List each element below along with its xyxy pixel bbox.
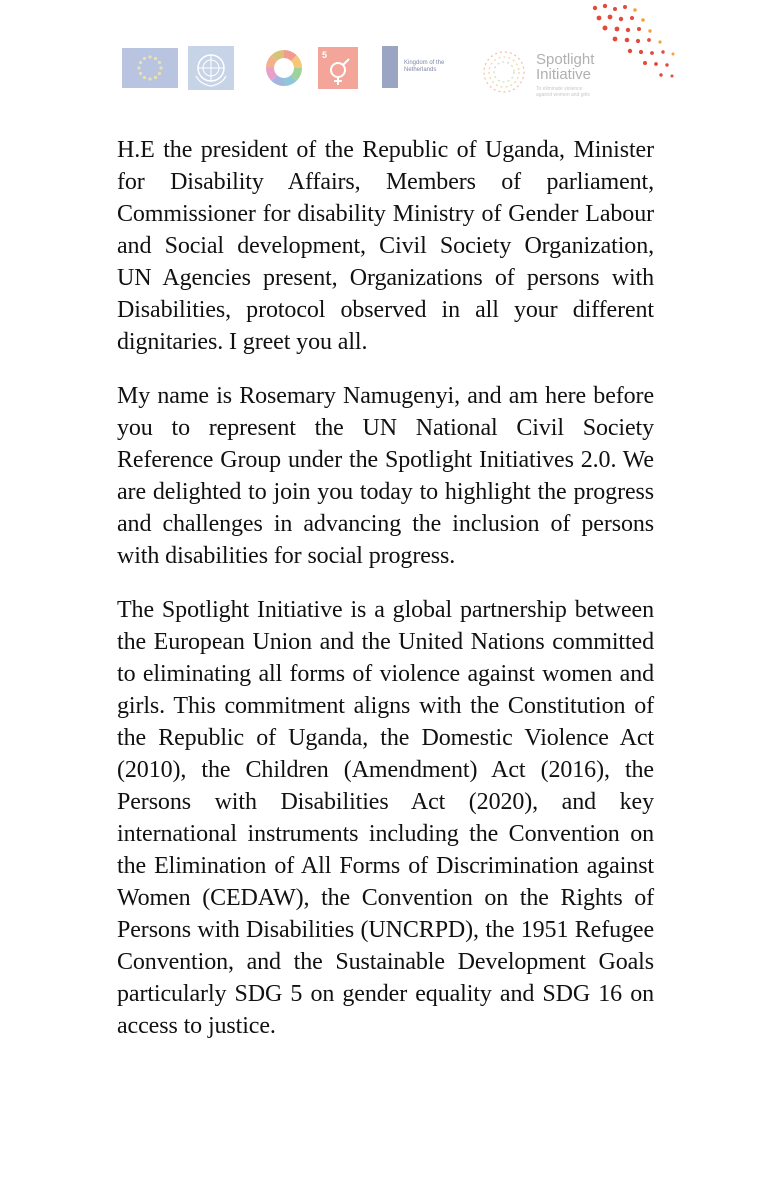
spotlight-wordmark-line2: Initiative: [536, 66, 592, 83]
spotlight-wordmark-line1: Spotlight: [536, 51, 595, 68]
sdg-wheel-icon: [258, 46, 310, 90]
netherlands-logo: [382, 44, 468, 90]
paragraph-spotlight-initiative: The Spotlight Initiative is a global partnership between the European Union and the United Nations committed to eliminating all forms of violence against women and girls. This commitment aligns with the Constitution of the Republic of Uganda, the Domestic Violence Act (2010), the Children (Amendment) Act (2016), the Persons with Disabilities Act (2020), and key international instruments including the Convention on the Elimination of All Forms of Discrimination against Women (CEDAW), the Convention on the Rights of Persons with Disabilities (UNCRPD), the 1951 Refugee Convention, and the Sustainable Development Goals particularly SDG 5 on gender equality and SDG 16 on access to justice.: [117, 597, 654, 1039]
paragraph-greeting: H.E the president of the Republic of Uganda, Minister for Disability Affairs, Members of parliament, Commissioner for disability Ministry of Gender Labour and Social development, Civil Society Organization, UN Agencies present, Organizations of persons with Disabilities, protocol observed in all your different dignitaries. I greet you all.: [117, 137, 654, 355]
netherlands-label: Kingdom of the Netherlands: [404, 60, 445, 73]
netherlands-crest-icon: [382, 46, 398, 88]
spotlight-sun-icon: [476, 42, 532, 102]
eu-stars-icon: [122, 48, 178, 88]
svg-text:5: 5: [322, 50, 328, 60]
spotlight-tagline: To eliminate violence against women and girls: [536, 86, 590, 98]
un-emblem-icon: [188, 46, 234, 90]
logo-banner: [0, 0, 770, 110]
decorative-dots-icon: [575, 0, 685, 90]
un-globe-icon: [188, 46, 234, 90]
sdg-5-gender-equality-icon: [318, 47, 358, 89]
eu-flag-icon: [122, 48, 178, 88]
document-body: [117, 134, 654, 1042]
paragraph-introduction: My name is Rosemary Namugenyi, and am here before you to represent the UN National Civil Society Reference Group under the Spotlight Initiatives 2.0. We are delighted to join you today to highlight the progress and challenges in advancing the inclusion of persons with disabilities for social progress.: [117, 383, 654, 569]
